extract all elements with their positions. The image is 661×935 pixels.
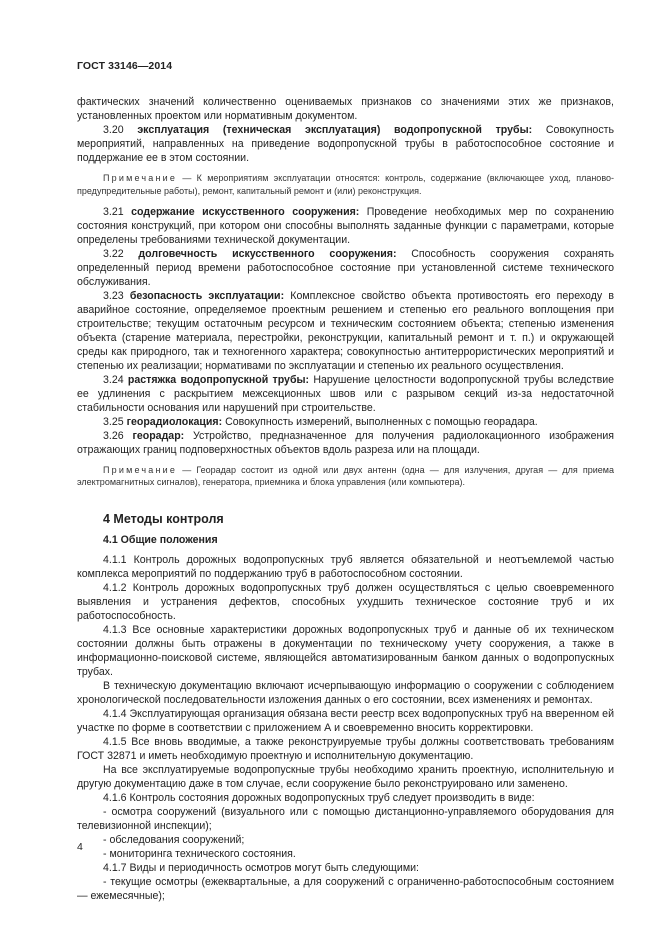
term-3-20: эксплуатация (техническая эксплуатация) водопропускной трубы: bbox=[137, 124, 533, 136]
page-number: 4 bbox=[77, 841, 83, 853]
term-3-22: долговечность искусственного сооружения: bbox=[138, 247, 397, 260]
definition-3-25: 3.25 георадиолокация: Совокупность измерений, выполненных с помощью георадара. bbox=[103, 415, 538, 428]
definition-3-21: 3.21 содержание искусственного сооружения: Проведение необходимых мер по сохранению состояния конструкций, при котором они способны выполнять заданные функции с параметрами, которые определены требованиями технической документации. bbox=[77, 205, 615, 246]
term-3-24: растяжка водопропускной трубы: bbox=[127, 373, 310, 386]
paragraph-continuation: фактических значений количественно оцениваемых признаков со значениями этих же признаков, установленных проектом или нормативным документом. bbox=[77, 96, 614, 122]
clause-4-1-5-continued: На все эксплуатируемые водопропускные трубы необходимо хранить проектную, исполнительную и другую документацию даже в том случае, если сооружение было реконструировано или заменено. bbox=[77, 764, 614, 791]
list-item: - обследования сооружений; bbox=[103, 834, 245, 847]
note-3-26: Примечание — Георадар состоит из одной или двух антенн (одна — для излучения, другая — для приема электромагнитных сигналов), генератора, приемника и блока управления (или компьютера). bbox=[77, 464, 614, 488]
clause-4-1-7: 4.1.7 Виды и периодичность осмотров могут быть следующими: bbox=[103, 862, 419, 875]
subsection-heading-4-1: 4.1 Общие положения bbox=[103, 534, 218, 547]
list-item: - осмотра сооружений (визуального или с помощью дистанционно-управляемого оборудования для телевизионной инспекции); bbox=[77, 806, 614, 833]
definition-3-24: 3.24 растяжка водопропускной трубы: Нарушение целостности водопропускной трубы вследствие ее удлинения с раскрытием межсекционных швов или с разрывом секций из-за недостаточной стабильности основания или нарушений при строительстве. bbox=[77, 373, 615, 414]
list-item: - мониторинга технического состояния. bbox=[103, 848, 296, 861]
clause-4-1-6: 4.1.6 Контроль состояния дорожных водопропускных труб следует производить в виде: bbox=[103, 792, 535, 805]
definition-3-22: 3.22 долговечность искусственного сооружения: Способность сооружения сохранять определенный период времени работоспособное состояние при установленной системе технического обслуживания. bbox=[77, 247, 615, 288]
definition-3-26: 3.26 георадар: Устройство, предназначенное для получения радиолокационного изображения отражающих границ подповерхностных объектов вдоль разреза или на площади. bbox=[77, 429, 615, 456]
document-header: ГОСТ 33146—2014 bbox=[77, 60, 173, 72]
term-3-25: георадиолокация: bbox=[126, 415, 223, 428]
term-3-26: георадар: bbox=[132, 429, 185, 442]
term-3-21: содержание искусственного сооружения: bbox=[131, 205, 360, 218]
clause-4-1-2: 4.1.2 Контроль дорожных водопропускных труб должен осуществляться с целью своевременного выявления и устранения дефектов, способных ухудшить техническое состояние труб и их работоспособность. bbox=[77, 582, 614, 623]
list-item: - текущие осмотры (ежеквартальные, а для сооружений с ограниченно-работоспособным состоянием — ежемесячные); bbox=[77, 876, 614, 903]
note-3-20: Примечание — К мероприятиям эксплуатации относятся: контроль, содержание (включающее уход, планово-предупредительные работы), ремонт, капитальный ремонт и (или) реконструкция. bbox=[77, 173, 614, 196]
clause-4-1-4: 4.1.4 Эксплуатирующая организация обязана вести реестр всех водопропускных труб на вверенном ей участке по форме в соответствии с приложением А и своевременно вносить корректировки. bbox=[77, 708, 614, 735]
clause-4-1-3-continued: В техническую документацию включают исчерпывающую информацию о сооружении с соблюдением хронологической последовательности изложения данных о его состоянии, всех изменениях и ремонтах. bbox=[77, 680, 614, 707]
note-label: Примечание bbox=[103, 464, 178, 475]
section-heading-4: 4 Методы контроля bbox=[103, 512, 224, 527]
clause-4-1-3: 4.1.3 Все основные характеристики дорожных водопропускных труб и данные об их техническом состоянии должны быть отражены в документации по техническому учету сооружения, а также в информационно-поисковой системе, являющейся автоматизированным банком данных о водопропускных трубах. bbox=[77, 624, 614, 679]
document-body bbox=[77, 95, 614, 903]
clause-4-1-1: 4.1.1 Контроль дорожных водопропускных труб является обязательной и неотъемлемой частью комплекса мероприятий по поддержанию труб в работоспособном состоянии. bbox=[77, 554, 614, 581]
definition-3-23: 3.23 безопасность эксплуатации: Комплексное свойство объекта противостоять его переходу в аварийное состояние, определяемое проектным решением и степенью его реального воплощения при строительстве; текущим остаточным ресурсом и техническим состоянием объекта; степенью изменения объекта (старение материала, перестройки, реконструкции, капитальный ремонт и т. п.) и окружающей среды как природного, так и техногенного характера; совокупностью антитеррористических мероприятий и степенью их реализации; нормативами по эксплуатации и степенью их реального осуществления. bbox=[77, 289, 614, 372]
term-3-23: безопасность эксплуатации: bbox=[129, 289, 285, 302]
clause-4-1-5: 4.1.5 Все вновь вводимые, а также реконструируемые трубы должны соответствовать требованиям ГОСТ 32871 и иметь необходимую проектную и исполнительную документацию. bbox=[77, 736, 614, 763]
definition-3-20: 3.20 эксплуатация (техническая эксплуатация) водопропускной трубы: Совокупность мероприятий, направленных на приведение водопропускной трубы в работоспособное состояние и поддержание ее в этом состоянии. bbox=[77, 124, 614, 164]
note-label: Примечание bbox=[103, 173, 178, 183]
